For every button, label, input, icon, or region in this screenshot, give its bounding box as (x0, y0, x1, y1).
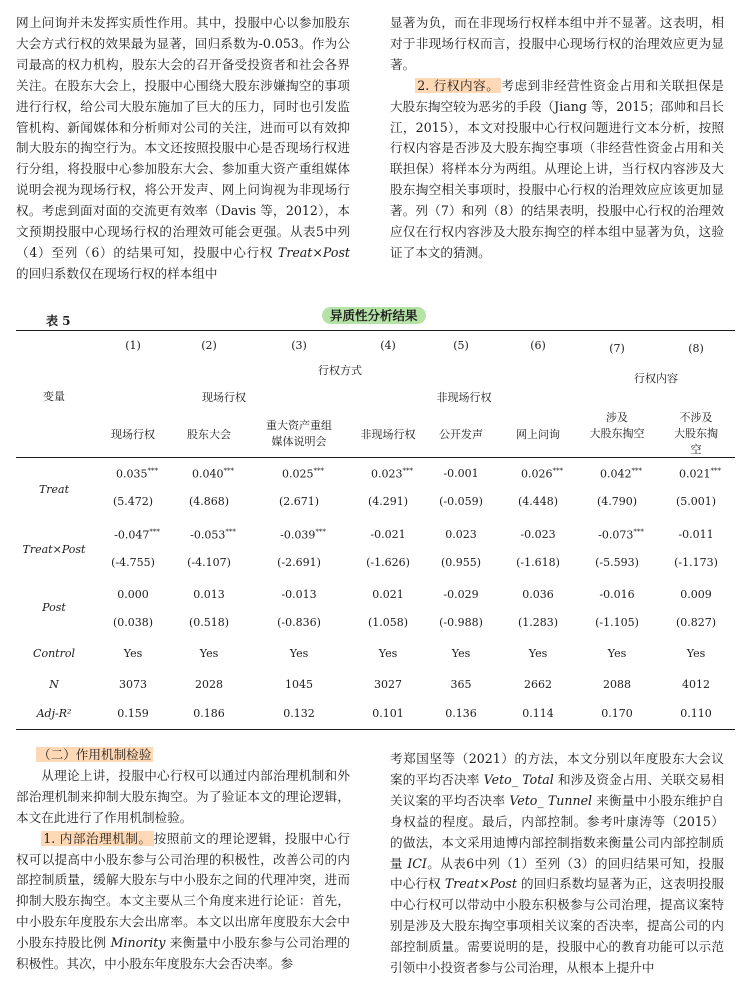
coefficient-cell: -0.047*** (114, 528, 160, 542)
table-title: 异质性分析结果 (322, 306, 426, 324)
t-stat-cell: (4.790) (596, 495, 638, 508)
table-top-rule (16, 330, 735, 331)
n-cell: 2662 (524, 678, 552, 691)
t-stat-cell: (-1.173) (674, 556, 718, 569)
table-label: 表 5 (46, 314, 71, 328)
control-cell: Yes (528, 647, 548, 660)
coefficient-cell: -0.013 (281, 588, 317, 601)
variable-header: 变量 (43, 390, 65, 403)
coefficient-cell: 0.036 (522, 588, 554, 601)
coefficient-cell: -0.011 (678, 528, 714, 541)
n-cell: 1045 (285, 678, 313, 691)
coefficient-cell: 0.023*** (371, 467, 413, 481)
coefficient-cell: 0.013 (193, 588, 225, 601)
t-stat-cell: (-5.593) (595, 556, 639, 569)
bottom-left-paragraph-1: 从理论上讲，投服中心行权可以通过内部治理机制和外部治理机制来抑制大股东掏空。为了验证本文的理论逻辑，本文在此进行了作用机制检验。 (16, 767, 350, 825)
n-cell: 4012 (682, 678, 710, 691)
column-number: (4) (380, 339, 396, 352)
t-stat-cell: (0.518) (188, 616, 230, 629)
t-stat-cell: (2.671) (278, 495, 320, 508)
section-heading-exercise-content: 2. 行权内容。 (417, 77, 500, 93)
bottom-left-column (16, 745, 350, 975)
t-stat-cell: (-4.755) (111, 556, 155, 569)
column-number: (8) (688, 342, 704, 355)
n-cell: 365 (450, 678, 472, 691)
adj-r2-cell: 0.101 (372, 707, 404, 720)
coefficient-cell: 0.000 (117, 588, 149, 601)
coefficient-cell: -0.016 (599, 588, 635, 601)
t-stat-cell: (4.291) (367, 495, 409, 508)
column-label: 重大资产重组 媒体说明会 (266, 419, 332, 448)
t-stat-cell: (5.001) (675, 495, 717, 508)
coefficient-cell: -0.023 (520, 528, 556, 541)
t-stat-cell: (4.448) (517, 495, 559, 508)
control-cell: Yes (123, 647, 143, 660)
treat-post-var: Treat×Post (277, 244, 350, 260)
control-cell: Yes (289, 647, 309, 660)
coefficient-cell: 0.025*** (282, 467, 324, 481)
t-stat-cell: (-1.105) (595, 616, 639, 629)
column-number: (7) (609, 342, 625, 355)
t-stat-cell: (-1.626) (366, 556, 410, 569)
coefficient-cell: -0.029 (443, 588, 479, 601)
coefficient-cell: -0.073*** (598, 528, 644, 542)
column-number: (6) (530, 339, 546, 352)
subgroup-onsite: 现场行权 (202, 391, 246, 404)
column-number: (2) (201, 339, 217, 352)
adj-r2-cell: 0.170 (601, 707, 633, 720)
variable-name: N (49, 678, 59, 691)
control-cell: Yes (451, 647, 471, 660)
table-bottom-rule (16, 729, 735, 730)
column-label: 非现场行权 (360, 428, 416, 441)
coefficient-cell: 0.026*** (521, 467, 563, 481)
coefficient-cell: 0.021*** (679, 467, 721, 481)
control-cell: Yes (199, 647, 219, 660)
bottom-left-paragraph-2: 1. 内部治理机制。 按照前文的理论逻辑，投服中心行权可以提高中小股东参与公司治理的积极性，改善公司的内部控制质量，缓解大股东与中小股东之间的代理冲突，进而抑制大股东掏空。本文主要从三个角度来进行论证：首先，中小股东年度股东大会出席率。本文以出席年度股东大会中小股东持股比例 Minority 来衡量中小股东参与公司治理的积极性。其次，中小股东年度股东大会否决率。参 (16, 830, 350, 972)
column-label: 公开发声 (439, 428, 483, 441)
control-cell: Yes (607, 647, 627, 660)
control-cell: Yes (378, 647, 398, 660)
coefficient-cell: -0.001 (443, 467, 479, 480)
column-number: (5) (453, 339, 469, 352)
adj-r2-cell: 0.132 (283, 707, 315, 720)
variable-name: Post (42, 601, 66, 614)
t-stat-cell: (-4.107) (187, 556, 231, 569)
t-stat-cell: (5.472) (112, 495, 154, 508)
variable-name: Control (33, 647, 75, 660)
t-stat-cell: (-2.691) (277, 556, 321, 569)
coefficient-cell: 0.009 (680, 588, 712, 601)
t-stat-cell: (-0.836) (277, 616, 321, 629)
top-right-column (390, 13, 724, 264)
t-stat-cell: (-0.059) (439, 495, 483, 508)
n-cell: 3027 (374, 678, 402, 691)
top-left-paragraph: 网上问询并未发挥实质性作用。其中，投服中心以参加股东大会方式行权的效果最为显著，回归系数为-0.053。作为公司最高的权力机构，股东大会的召开备受投资者和社会各界关注。在股东大会上，投服中心围绕大股东涉嫌掏空的事项进行行权，给公司大股东施加了巨大的压力，同时也引发监管机构、新闻媒体和分析师对公司的关注，进而可以有效抑制大股东的掏空行为。本文还按照投服中心是否现场行权进行分组，将投服中心参加股东大会、参加重大资产重组媒体说明会视为现场行权，将公开发声、网上问询视为非现场行权。考虑到面对面的交流更有效率（Davis 等，2012），本文预期投服中心现场行权的治理效可能会更强。从表5中列（4）至列（6）的结果可知，投服中心行权 Treat×Post 的回归系数仅在现场行权的样本组中 (16, 15, 350, 281)
variable-name: Treat×Post (22, 543, 86, 556)
adj-r2-cell: 0.136 (445, 707, 477, 720)
t-stat-cell: (0.827) (675, 616, 717, 629)
t-stat-cell: (-1.618) (516, 556, 560, 569)
column-label: 不涉及 大股东掏空 (674, 411, 718, 456)
coefficient-cell: 0.023 (445, 528, 477, 541)
column-number: (1) (125, 339, 141, 352)
group-header-mode: 行权方式 (318, 364, 362, 377)
n-cell: 2088 (603, 678, 631, 691)
column-label: 涉及 大股东掏空 (589, 411, 645, 440)
coefficient-cell: -0.039*** (280, 528, 326, 542)
variable-name: Treat (38, 483, 70, 496)
bottom-right-paragraph: 考郑国坚等（2021）的方法，本文分别以年度股东大会议案的平均否决率 Veto_ Total 和涉及资金占用、关联交易相关议案的平均否决率 Veto_ Tunnel 来衡量中小股东维护自身权益的程度。最后，内部控制。参考叶康涛等（2015）的做法，本文采用迪博内部控制指数来衡量公司内部控制质量 ICI。从表6中列（1）至列（3）的回归结果可知，投服中心行权 Treat×Post 的回归系数均显著为正，这表明投服中心行权可以带动中小股东积极参与公司治理，提高议案特别是涉及大股东掏空事项相关议案的否决率，提高公司的内部控制质量。需要说明的是，投服中心的教育功能可以示范引领中小投资者参与公司治理，从根本上提升中 (390, 751, 724, 976)
coefficient-cell: -0.053*** (190, 528, 236, 542)
adj-r2-cell: 0.110 (680, 707, 712, 720)
control-cell: Yes (686, 647, 706, 660)
bottom-right-column (390, 749, 724, 979)
t-stat-cell: (0.955) (440, 556, 482, 569)
coefficient-cell: -0.021 (370, 528, 406, 541)
column-number: (3) (291, 339, 307, 352)
top-left-column (16, 13, 350, 285)
column-label: 网上问询 (516, 428, 560, 441)
coefficient-cell: 0.042*** (600, 467, 642, 481)
t-stat-cell: (0.038) (112, 616, 154, 629)
t-stat-cell: (1.058) (367, 616, 409, 629)
t-stat-cell: (1.283) (517, 616, 559, 629)
coefficient-cell: 0.040*** (192, 467, 234, 481)
top-right-paragraph-2: 2. 行权内容。 考虑到非经营性资金占用和关联担保是大股东掏空较为恶劣的手段（Jiang 等，2015；邵帅和吕长江，2015），本文对投服中心行权问题进行文本分析，按照行权内容是否涉及大股东掏空事项（非经营性资金占用和关联担保）将样本分为两组。从理论上讲，当行权内容涉及大股东掏空相关事项时，投服中心行权的治理效应应该更加显著。列（7）和列（8）的结果表明，投服中心行权的治理效应仅在行权内容涉及大股东掏空的样本组中显著为负，这验证了本文的猜测。 (390, 77, 724, 260)
adj-r2-cell: 0.159 (117, 707, 149, 720)
adj-r2-cell: 0.114 (522, 707, 554, 720)
n-cell: 2028 (195, 678, 223, 691)
column-label: 现场行权 (111, 428, 155, 441)
subgroup-offsite: 非现场行权 (436, 391, 492, 404)
variable-name: Adj-R² (36, 707, 72, 720)
coefficient-cell: 0.021 (372, 588, 404, 601)
table-header-rule (16, 457, 735, 458)
t-stat-cell: (-0.988) (439, 616, 483, 629)
n-cell: 3073 (119, 678, 147, 691)
section-heading-internal-governance: 1. 内部治理机制。 (43, 830, 152, 846)
section-heading-mechanism: （二）作用机制检验 (38, 747, 152, 762)
adj-r2-cell: 0.186 (193, 707, 225, 720)
top-right-paragraph-1: 显著为负，而在非现场行权样本组中并不显著。这表明，相对于非现场行权而言，投服中心现场行权的治理效应更为显著。 (390, 15, 724, 72)
group-header-content: 行权内容 (634, 372, 678, 385)
t-stat-cell: (4.868) (188, 495, 230, 508)
coefficient-cell: 0.035*** (116, 467, 158, 481)
column-label: 股东大会 (187, 428, 231, 441)
